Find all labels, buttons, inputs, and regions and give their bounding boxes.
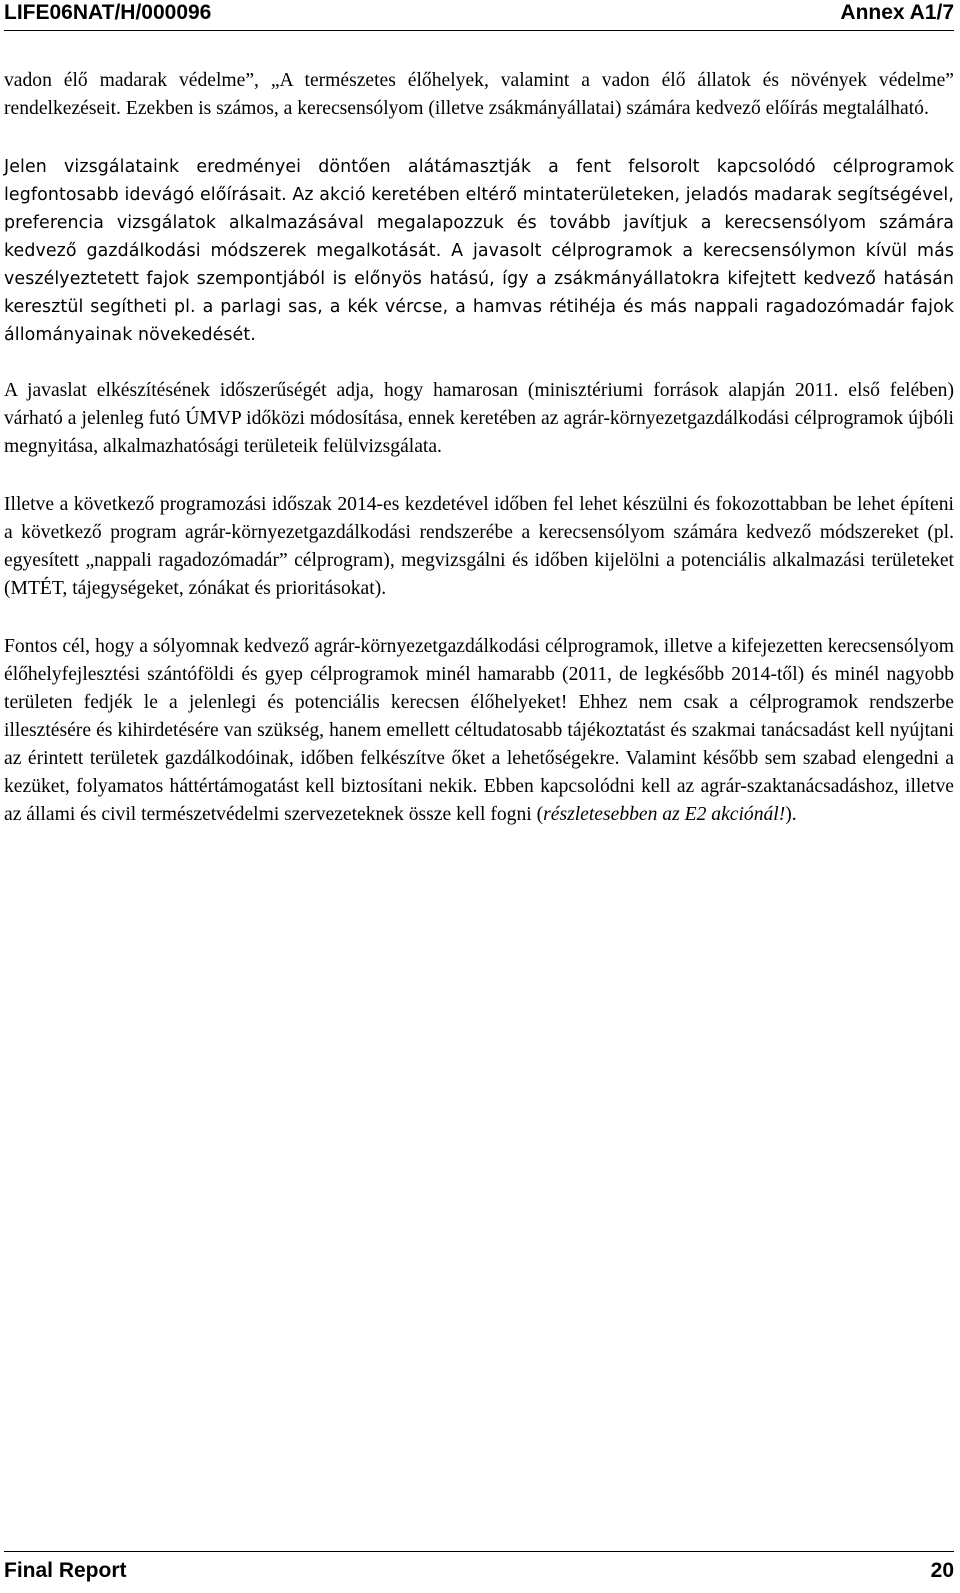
paragraph-3: A javaslat elkészítésének időszerűségét adja, hogy hamarosan (minisztériumi források alapján 2011. első felében) várható a jelenleg futó ÚMVP időközi módosítása, ennek keretében az agrár-környezetgazdálkodási célprogramok újbóli megnyitása, alkalmazhatósági területeik felülvizsgálata. bbox=[4, 380, 954, 457]
report-label: Final Report bbox=[4, 1559, 127, 1582]
project-code: LIFE06NAT/H/000096 bbox=[4, 1, 212, 24]
footer-divider bbox=[4, 1551, 954, 1552]
document-body bbox=[4, 67, 954, 859]
paragraph-2 bbox=[4, 153, 954, 349]
paragraph-1: vadon élő madarak védelme”, „A természetes élőhelyek, valamint a vadon élő állatok és növények védelme” rendelkezéseit. Ezekben is számos, a kerecsensólyom (illetve zsákmányállatai) számára kedvező előírás megtalálható. bbox=[4, 70, 954, 119]
paragraph-5-italic-reference: részletesebben az E2 akciónál! bbox=[543, 804, 786, 825]
paragraph-5-end: ). bbox=[785, 804, 797, 825]
paragraph-5 bbox=[4, 633, 954, 829]
annex-label: Annex A1/7 bbox=[840, 1, 954, 24]
paragraph-2-part-1: Jelen vizsgálataink eredményei döntően alátámasztják a fent felsorolt kapcsolódó célprogramok legfontosabb idevágó előírásait. bbox=[4, 157, 954, 205]
paragraph-5-main: Fontos cél, hogy a sólyomnak kedvező agrár-környezetgazdálkodási célprogramok, illetve a kifejezetten kerecsensólyom élőhelyfejlesztési szántóföldi és gyep célprogramok minél hamarabb (2011, de legkésőbb 2014-től) és minél nagyobb területen fedjék le a jelenlegi és potenciális kerecsen élőhelyeket! Ehhez nem csak a célprogramok rendszerbe illesztésére és kihirdetésére van szükség, hanem emellett céltudatosabb tájékoztatást és szakmai tanácsadást kell nyújtani az érintett területek gazdálkodóinak, időben felkészítve őket a lehetőségekre. Valamint később sem szabad elengedni a kezüket, folyamatos háttértámogatást kell biztosítani nekik. Ebben kapcsolódni kell az agrár-szaktanácsadáshoz, illetve az állami és civil természetvédelmi szervezeteknek össze kell fogni ( bbox=[4, 636, 954, 825]
page-footer bbox=[4, 1556, 954, 1586]
page-header bbox=[4, 0, 954, 30]
paragraph-2-part-2: Az akció keretében eltérő mintaterületeken, jeladós madarak segítségével, preferencia vizsgálatok alkalmazásával megalapozzuk és tovább javítjuk a kerecsensólyom számára kedvező gazdálkodási módszerek megalkotását. A javasolt célprogramok a kerecsensólymon kívül más veszélyeztetett fajok szempontjából is előnyös hatású, így a zsákmányállatokra kifejtett kedvező hatásán keresztül segítheti pl. a parlagi sas, a kék vércse, a hamvas rétihéja és más nappali ragadozómadár fajok állományainak növekedését. bbox=[4, 185, 954, 345]
header-divider bbox=[4, 30, 954, 31]
page-number: 20 bbox=[930, 1559, 954, 1582]
paragraph-4: Illetve a következő programozási időszak 2014-es kezdetével időben fel lehet készülni és fokozottabban be lehet építeni a következő program agrár-környezetgazdálkodási rendszerébe a kerecsensólyom számára kedvező módszereket (pl. egyesített „nappali ragadozómadár” célprogram), megvizsgálni és időben kijelölni a potenciális alkalmazási területeket (MTÉT, tájegységeket, zónákat és prioritásokat). bbox=[4, 494, 954, 599]
